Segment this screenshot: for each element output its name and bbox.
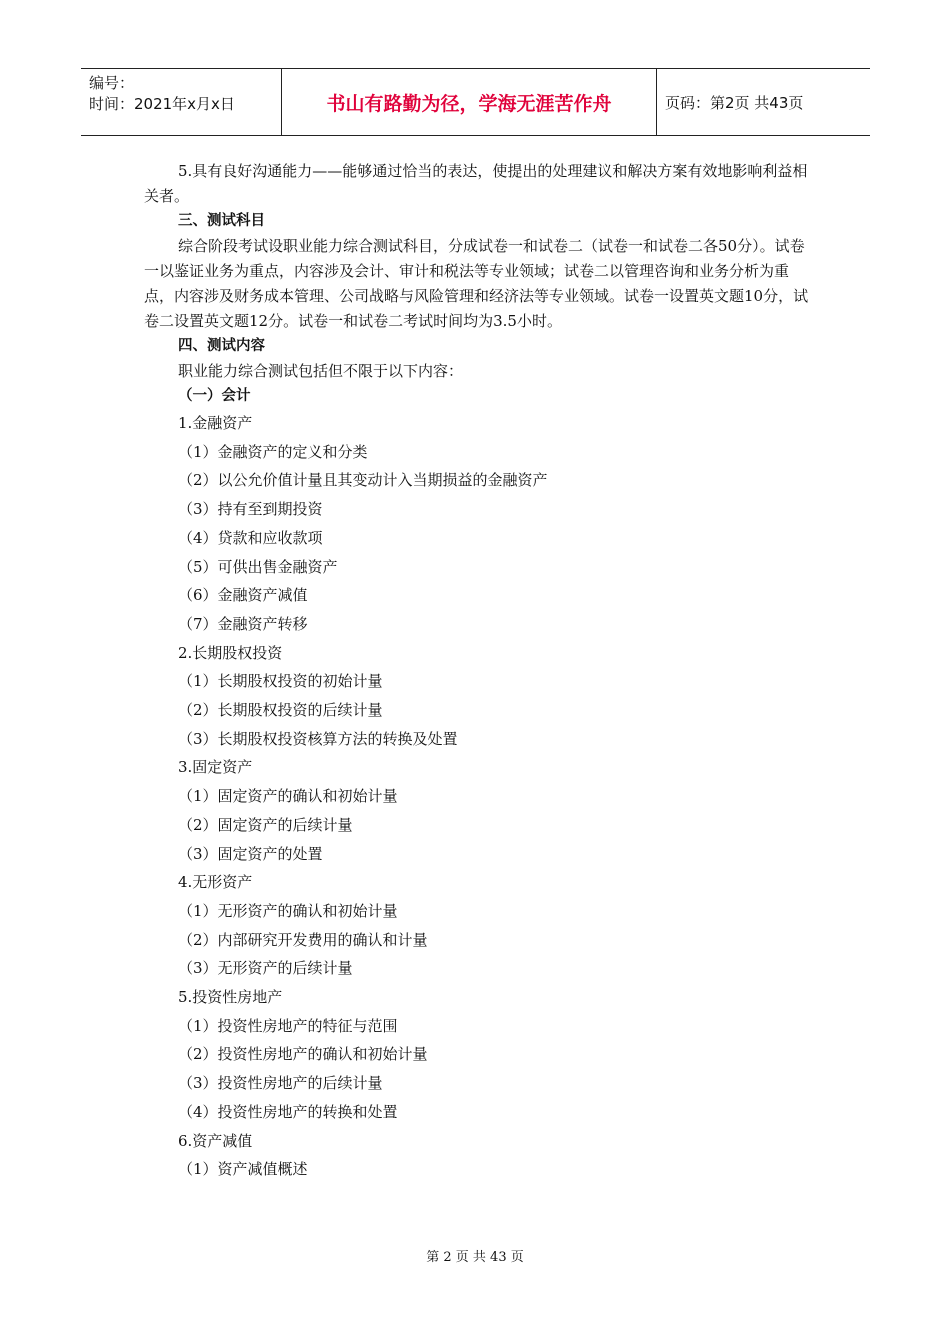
list-item: （4）贷款和应收款项	[178, 528, 323, 547]
list-item: 1.金融资产	[178, 414, 253, 432]
list-item: 4.无形资产	[178, 873, 253, 892]
doc-code-label: 编号：	[89, 74, 135, 92]
heading-test-content: 四、测试内容	[178, 338, 265, 354]
list-item: （3）无形资产的后续计量	[178, 959, 353, 978]
list-item: （2）以公允价值计量且其变动计入当期损益的金融资产	[178, 471, 548, 490]
page-header	[81, 68, 870, 136]
list-item: （4）投资性房地产的转换和处置	[178, 1102, 398, 1121]
list-item: （2）投资性房地产的确认和初始计量	[178, 1045, 428, 1064]
document-body	[144, 159, 810, 1184]
page-footer: 第 2 页 共 43 页	[426, 1250, 524, 1265]
list-item: （1）固定资产的确认和初始计量	[178, 787, 398, 806]
list-item: （3）长期股权投资核算方法的转换及处置	[178, 729, 458, 748]
list-item: （1）金融资产的定义和分类	[178, 442, 368, 461]
list-item: （3）固定资产的处置	[178, 844, 323, 863]
paragraph-communication: 5.具有良好沟通能力——能够通过恰当的表达，使提出的处理建议和解决方案有效地影响利益相关者。	[144, 162, 808, 205]
list-item: 5.投资性房地产	[178, 988, 283, 1007]
list-item: （1）无形资产的确认和初始计量	[178, 901, 398, 920]
outline-list	[144, 409, 810, 1184]
list-item: （3）持有至到期投资	[178, 500, 323, 519]
heading-test-subjects: 三、测试科目	[178, 213, 265, 229]
list-item: （7）金融资产转移	[178, 614, 308, 633]
list-item: （5）可供出售金融资产	[178, 557, 338, 576]
list-item: 6.资产减值	[178, 1131, 253, 1150]
list-item: （6）金融资产减值	[178, 586, 308, 605]
list-item: （1）资产减值概述	[178, 1160, 308, 1179]
header-page-info: 页码：第2页 共43页	[665, 93, 804, 112]
list-item: 2.长期股权投资	[178, 643, 283, 662]
list-item: （1）投资性房地产的特征与范围	[178, 1016, 398, 1035]
paragraph-intro: 职业能力综合测试包括但不限于以下内容：	[178, 362, 464, 380]
list-item: （2）固定资产的后续计量	[178, 815, 353, 834]
paragraph-test-subjects: 综合阶段考试设职业能力综合测试科目，分成试卷一和试卷二（试卷一和试卷二各50分）。试卷一以鉴证业务为重点，内容涉及会计、审计和税法等专业领域；试卷二以管理咨询和业务分析为重点，内容涉及财务成本管理、公司战略与风险管理和经济法等专业领域。试卷一设置英文题10分，试卷二设置英文题12分。试卷一和试卷二考试时间均为3.5小时。	[144, 237, 809, 330]
section-accounting: （一）会计	[178, 388, 251, 404]
list-item: （3）投资性房地产的后续计量	[178, 1074, 383, 1093]
list-item: 3.固定资产	[178, 758, 253, 777]
list-item: （2）内部研究开发费用的确认和计量	[178, 930, 428, 949]
header-meta	[81, 69, 282, 135]
list-item: （1）长期股权投资的初始计量	[178, 672, 383, 691]
doc-time-label: 时间：2021年x月x日	[89, 95, 235, 113]
list-item: （2）长期股权投资的后续计量	[178, 701, 383, 720]
header-motto: 书山有路勤为径，学海无涯苦作舟	[282, 69, 657, 135]
